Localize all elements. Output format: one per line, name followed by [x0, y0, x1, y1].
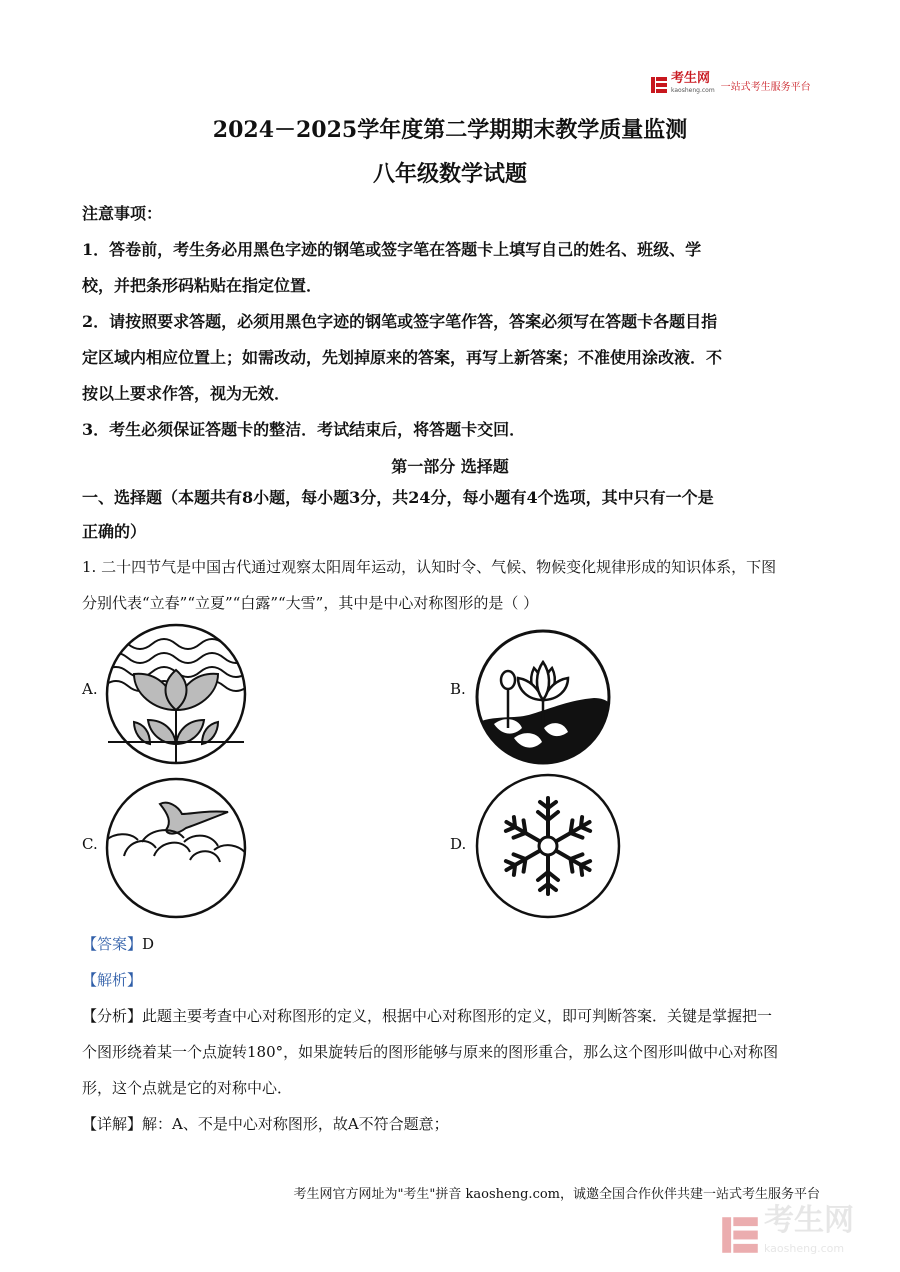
question-1-line2: 分别代表“立春”“立夏”“白露”“大雪”，其中是中心对称图形的是（ ）: [82, 594, 539, 612]
notice-item-3: 3．考生必须保证答题卡的整洁．考试结束后，将答题卡交回．: [82, 420, 526, 439]
watermark-logo-icon: [720, 1215, 760, 1255]
notice-item-2b: 定区域内相应位置上；如需改动，先划掉原来的答案，再写上新答案；不准使用涂改液．不: [82, 348, 723, 367]
xiangjie-line: 【详解】解：A、不是中心对称图形，故A不符合题意；: [82, 1115, 449, 1133]
analysis-tag: 【解析】: [82, 971, 143, 989]
fenxi-line3: 形，这个点就是它的对称中心．: [82, 1079, 293, 1097]
part-title: 第一部分 选择题: [391, 457, 509, 476]
answer-line: [82, 928, 822, 960]
option-c-bailu-image: [104, 776, 248, 920]
answer-tag: 【答案】: [82, 935, 143, 953]
option-b-label: B.: [450, 680, 466, 698]
watermark-text: 考生网 kaosheng.com: [764, 1203, 854, 1255]
notice-item-2c: 按以上要求作答，视为无效．: [82, 384, 291, 403]
question-1-line1: 1. 二十四节气是中国古代通过观察太阳周年运动，认知时令、气候、物候变化规律形成的知识体系，下图: [82, 558, 777, 576]
option-d-daxue-snowflake-image: [474, 772, 622, 920]
option-c-label: C.: [82, 835, 98, 853]
notice-item-2a: 2．请按照要求答题，必须用黑色字迹的钢笔或签字笔作答，答案必须写在答题卡各题目指: [82, 312, 718, 331]
notice-heading: 注意事项：: [82, 204, 163, 223]
exam-subtitle: 八年级数学试题: [372, 161, 527, 187]
section-heading-line2: 正确的）: [82, 522, 147, 541]
logo-slogan: 一站式考生服务平台: [720, 81, 811, 93]
kaosheng-logo-icon: [650, 76, 668, 94]
header-logo: [650, 72, 820, 98]
notice-item-1a: 1．答卷前，考生务必用黑色字迹的钢笔或签字笔在答题卡上填写自己的姓名、班级、学: [82, 240, 702, 259]
option-d-label: D.: [450, 835, 467, 853]
watermark: [720, 1203, 880, 1260]
page-footer: 考生网官方网址为"考生"拼音 kaosheng.com，诚邀全国合作伙伴共建一站式考生服务平台: [293, 1187, 820, 1202]
exam-title: 2024－2025学年度第二学期期末教学质量监测: [212, 117, 688, 143]
logo-text: 考生网 kaosheng.com: [671, 71, 715, 94]
section-heading-line1: 一、选择题（本题共有8小题，每小题3分，共24分，每小题有4个选项，其中只有一个是: [82, 488, 714, 507]
notice-item-1b: 校，并把条形码粘贴在指定位置．: [82, 276, 323, 295]
fenxi-line1: 【分析】此题主要考查中心对称图形的定义，根据中心对称图形的定义，即可判断答案．关键是掌握把一: [82, 1007, 773, 1025]
option-b-lixia-image: [474, 628, 612, 766]
fenxi-line2: 个图形绕着某一个点旋转180°，如果旋转后的图形能够与原来的图形重合，那么这个图形叫做中心对称图: [82, 1043, 779, 1061]
option-a-label: A.: [82, 680, 98, 698]
answer-value: D: [142, 935, 155, 953]
option-a-lichun-image: [104, 622, 248, 766]
